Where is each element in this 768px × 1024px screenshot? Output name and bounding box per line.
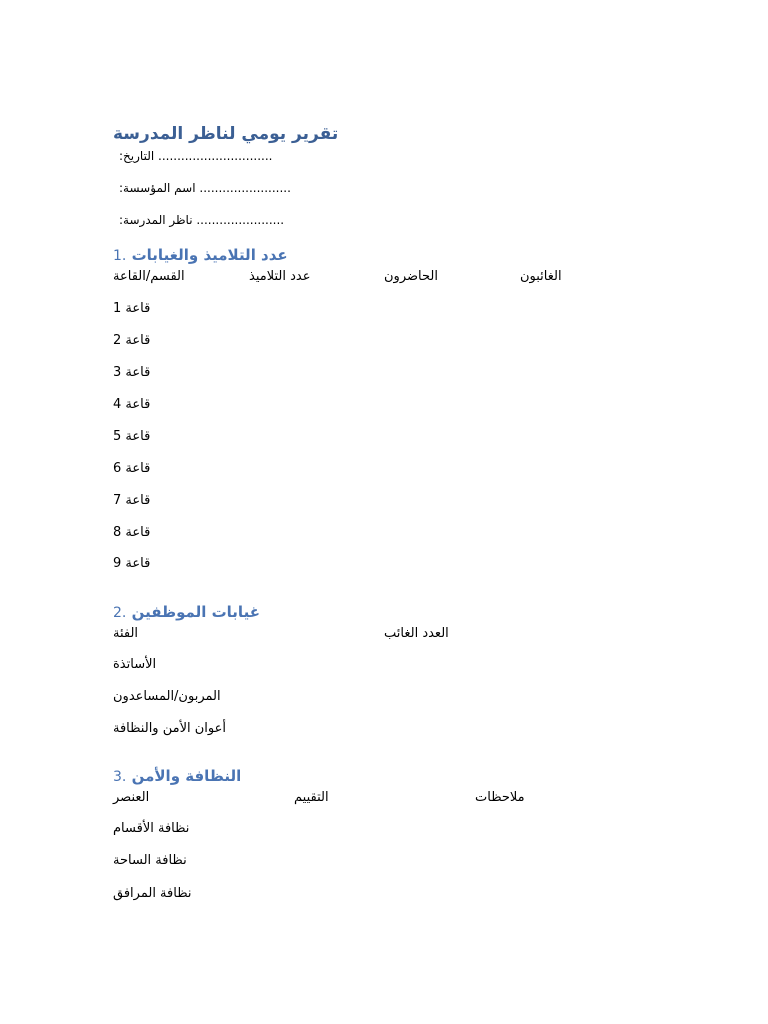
section2-row-label: المربون/المساعدون [113,689,221,704]
section1-number: 1. [113,248,127,264]
section1-header-students: عدد التلاميذ [249,269,311,284]
section1-heading [113,246,288,264]
institution-field: :اسم المؤسسة ........................ [119,181,291,195]
section3-header-rating: التقييم [294,790,329,805]
section1-row-label: قاعة 9 [113,556,151,571]
section2-number: 2. [113,605,127,621]
section1-header-present: الحاضرون [384,269,438,284]
section2-header-absent-count: العدد الغائب [384,626,449,641]
section3-number: 3. [113,769,127,785]
section2-row-label: الأساتذة [113,657,157,672]
section2-header-category: الفئة [113,626,139,641]
section1-row-label: قاعة 5 [113,429,151,444]
section1-title: عدد التلاميذ والغيابات [131,246,288,264]
section3-header-item: العنصر [113,790,150,805]
section3-header-notes: ملاحظات [475,790,525,805]
section1-row-label: قاعة 2 [113,333,151,348]
section1-row-label: قاعة 8 [113,525,151,540]
section1-row-label: قاعة 7 [113,493,151,508]
page-title: تقرير يومي لناظر المدرسة [113,124,339,144]
section2-heading [113,603,260,621]
section1-row-label: قاعة 1 [113,301,151,316]
principal-field: :ناظر المدرسة ....................... [119,213,285,227]
date-field: :التاريخ .............................. [119,149,273,163]
section1-header-class: القسم/القاعة [113,269,185,284]
section3-heading [113,767,241,785]
section3-title: النظافة والأمن [131,767,242,785]
section3-row-label: نظافة المرافق [113,886,192,901]
section2-row-label: أعوان الأمن والنظافة [113,721,226,736]
section1-row-label: قاعة 3 [113,365,151,380]
section3-row-label: نظافة الأقسام [113,821,190,836]
section1-header-absent: الغائبون [520,269,562,284]
section1-row-label: قاعة 4 [113,397,151,412]
section3-row-label: نظافة الساحة [113,853,187,868]
section1-row-label: قاعة 6 [113,461,151,476]
section2-title: غيابات الموظفين [131,603,260,621]
